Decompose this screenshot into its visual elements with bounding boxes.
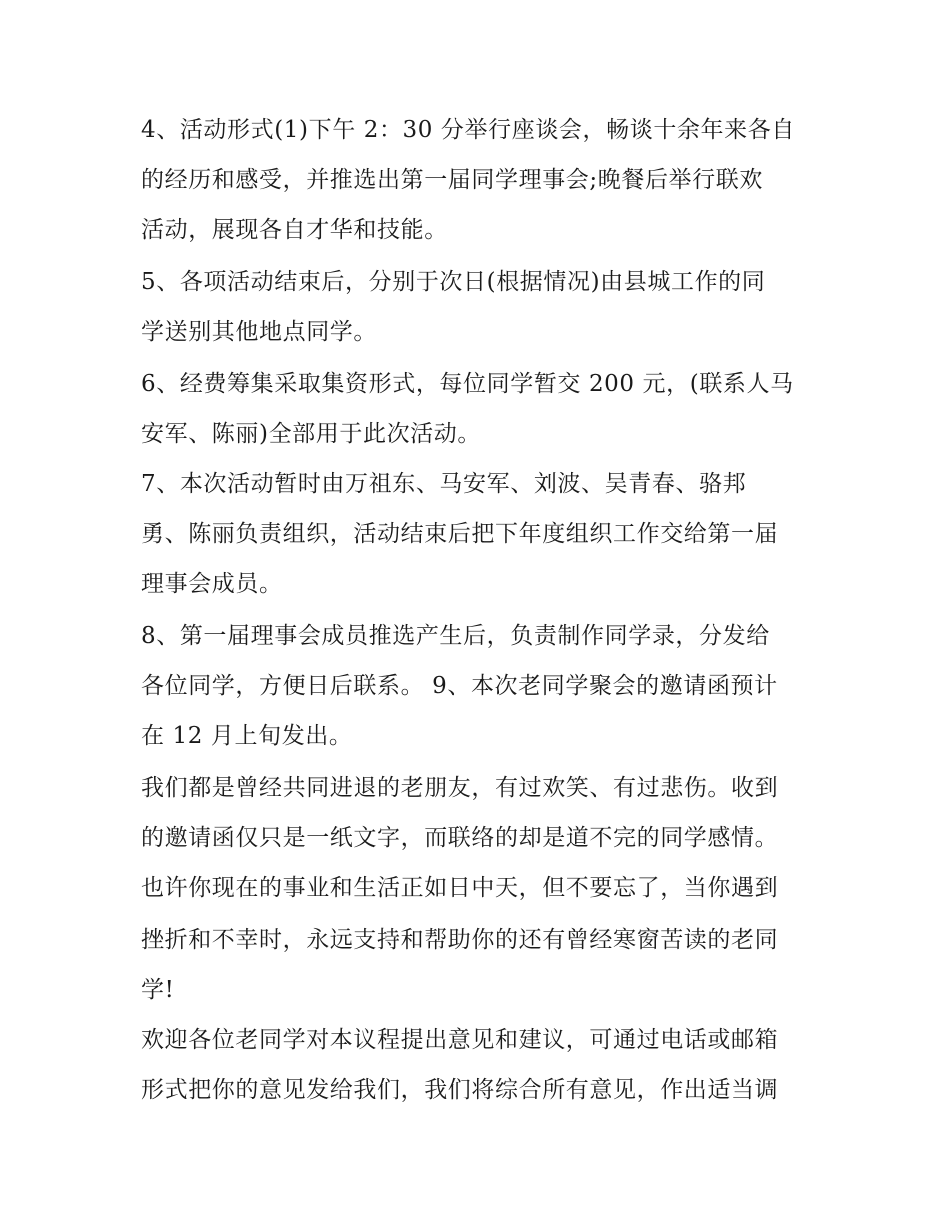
text-line: 挫折和不幸时，永远支持和帮助你的还有曾经寒窗苦读的老同 bbox=[141, 927, 779, 953]
text-line: 7、本次活动暂时由万祖东、马安军、刘波、吴青春、骆邦 bbox=[141, 471, 747, 497]
text-line: 理事会成员。 bbox=[141, 571, 283, 597]
text-line: 的邀请函仅只是一纸文字，而联络的却是道不完的同学感情。 bbox=[141, 825, 779, 851]
text-line: 学送别其他地点同学。 bbox=[141, 319, 377, 345]
text-line: 欢迎各位老同学对本议程提出意见和建议，可通过电话或邮箱 bbox=[141, 1027, 779, 1053]
text-line: 活动，展现各自才华和技能。 bbox=[141, 217, 448, 243]
text-line: 6、经费筹集采取集资形式，每位同学暂交 200 元，(联系人马 bbox=[141, 371, 794, 397]
text-line: 安军、陈丽)全部用于此次活动。 bbox=[141, 421, 481, 447]
text-line: 我们都是曾经共同进退的老朋友，有过欢笑、有过悲伤。收到 bbox=[141, 775, 779, 801]
text-line: 形式把你的意见发给我们，我们将综合所有意见，作出适当调 bbox=[141, 1077, 779, 1103]
text-line: 在 12 月上旬发出。 bbox=[141, 723, 353, 749]
text-line: 8、第一届理事会成员推选产生后，负责制作同学录，分发给 bbox=[141, 623, 770, 649]
text-line: 各位同学，方便日后联系。 9、本次老同学聚会的邀请函预计 bbox=[141, 673, 778, 699]
text-line: 的经历和感受，并推选出第一届同学理事会;晚餐后举行联欢 bbox=[141, 167, 763, 193]
text-line: 5、各项活动结束后，分别于次日(根据情况)由县城工作的同 bbox=[141, 269, 766, 295]
text-line: 也许你现在的事业和生活正如日中天，但不要忘了，当你遇到 bbox=[141, 875, 779, 901]
text-line: 学! bbox=[141, 977, 175, 1003]
text-line: 4、活动形式(1)下午 2：30 分举行座谈会，畅谈十余年来各自 bbox=[141, 117, 795, 143]
text-line: 勇、陈丽负责组织，活动结束后把下年度组织工作交给第一届 bbox=[141, 521, 779, 547]
